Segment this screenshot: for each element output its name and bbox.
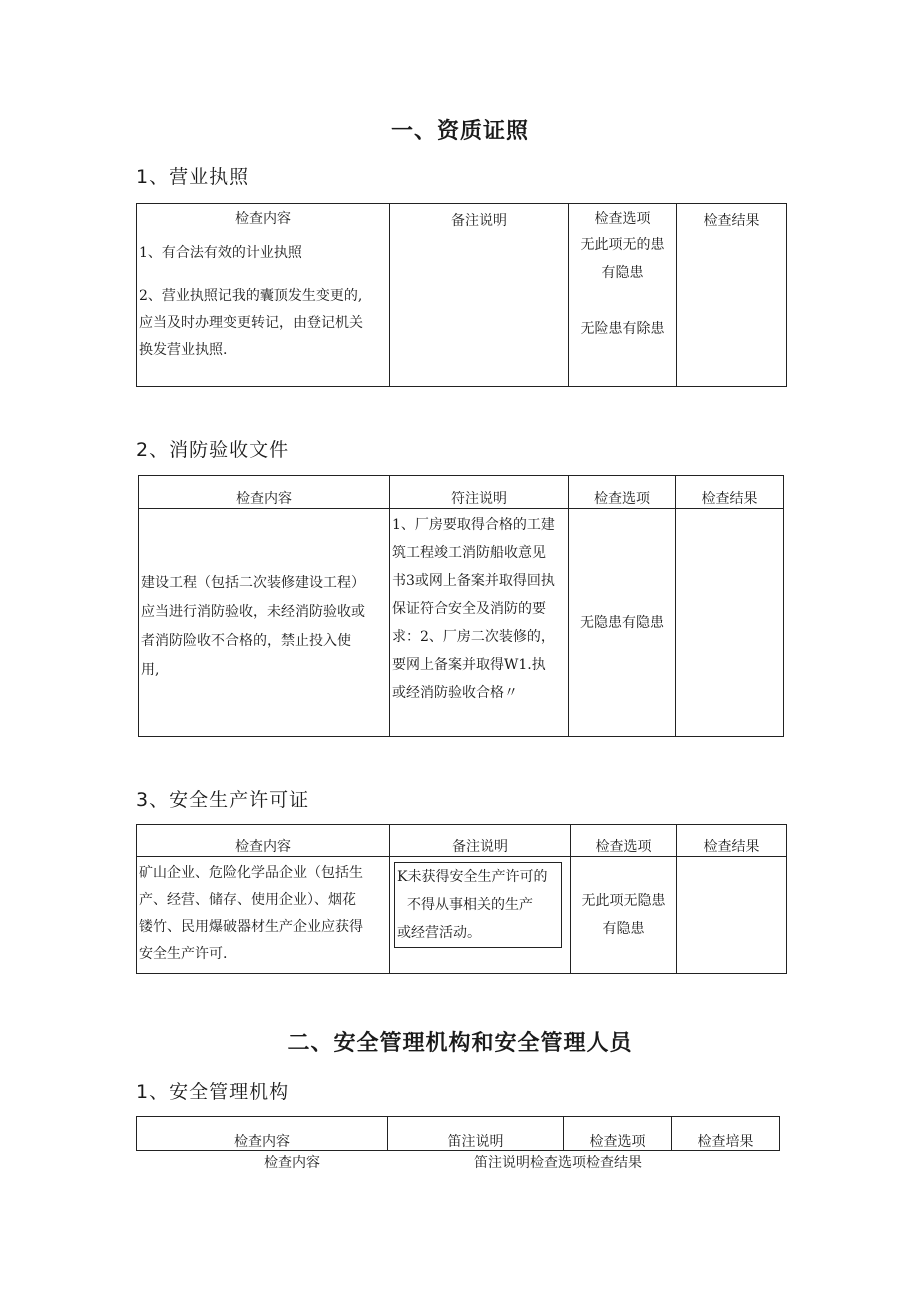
content-cell [137, 857, 390, 974]
header-content: 检查内容 [139, 476, 390, 509]
option-line: 无险患有除患 [580, 321, 665, 337]
subsection-fire-acceptance-title: 2、消防验收文件 [136, 439, 290, 461]
note-line: 或经营活动。 [397, 925, 481, 941]
note-line: 或经消防验收合格〃 [392, 685, 518, 701]
header-option: 检查选项 [564, 1117, 672, 1151]
option-line: 无此项无隐患 [581, 893, 666, 909]
subsection-safety-org-title: 1、安全管理机构 [136, 1081, 290, 1103]
fire-acceptance-table [138, 475, 784, 737]
section-2-title: 二、安全管理机构和安全管理人员 [287, 1031, 633, 1056]
content-line: 产、经营、储存、使用企业）、烟花 [139, 892, 356, 908]
footer-columns-label: 笛注说明检查选项检查结果 [474, 1155, 642, 1171]
content-line: 建设工程（包括二次装修建设工程） [141, 575, 365, 591]
note-cell [390, 204, 569, 387]
option-cell [569, 204, 677, 387]
header-content: 检查内容 [137, 1117, 388, 1151]
header-note: 笛注说明 [388, 1117, 564, 1151]
subsection-business-license-title: 1、营业执照 [136, 166, 250, 188]
content-line: 镂竹、民用爆破器材生产企业应获得 [139, 919, 363, 935]
note-cell [390, 509, 569, 737]
content-line: 用, [141, 662, 160, 678]
header-note: 备注说明 [390, 825, 571, 857]
note-line: 书3或网上备案并取得回执 [392, 573, 555, 589]
header-option: 检查选项 [571, 825, 677, 857]
option-cell [571, 857, 677, 974]
option-line: 有隐患 [602, 921, 645, 937]
note-line: 不得从事相关的生产 [407, 897, 533, 913]
content-line: 换发营业执照. [139, 342, 228, 358]
content-line: 应当进行消防验收，未经消防验收或 [141, 604, 365, 620]
content-line: 1、有合法有效的计业执照 [139, 245, 302, 261]
business-license-table [136, 203, 787, 387]
header-result: 检查结果 [676, 476, 784, 509]
note-cell [390, 857, 571, 974]
header-result: 检查培果 [672, 1117, 780, 1151]
content-line: 2、营业执照记我的囊顶发生变更的, [139, 288, 363, 304]
content-line: 安全生产许可. [139, 946, 228, 962]
header-content: 检查内容 [137, 825, 390, 857]
option-line: 无此项无的患 [580, 237, 665, 253]
content-line: 者消防险收不合格的，禁止投入使 [141, 633, 351, 649]
option-cell: 无隐患有隐患 [569, 509, 676, 737]
header-content: 检查内容 [235, 211, 291, 227]
result-cell [677, 204, 787, 387]
note-line: 要网上备案并取得W1.执 [392, 657, 546, 673]
note-line: 1、厂房要取得合格的工建 [392, 517, 555, 533]
header-note: 备注说明 [451, 213, 507, 229]
header-note: 符注说明 [390, 476, 569, 509]
section-1-title: 一、资质证照 [390, 119, 529, 144]
footer-content-label: 检查内容 [264, 1155, 320, 1171]
subsection-production-license-title: 3、安全生产许可证 [136, 789, 310, 811]
result-cell [676, 509, 784, 737]
option-line: 有隐患 [601, 265, 644, 281]
safety-org-table [136, 1116, 780, 1151]
note-line: 求：2、厂房二次装修的， [392, 629, 555, 645]
header-result: 检查结果 [703, 213, 760, 229]
note-line: 保证符合安全及消防的要 [392, 601, 546, 617]
content-line: 矿山企业、危险化学品企业（包括生 [139, 865, 363, 881]
note-line: 筑工程竣工消防船收意见 [392, 545, 546, 561]
content-line: 应当及时办理变更转记，由登记机关 [139, 315, 363, 331]
result-cell [677, 857, 787, 974]
production-license-table [136, 824, 787, 974]
header-option: 检查选项 [594, 211, 651, 227]
note-line: K未获得安全生产许可的 [397, 869, 548, 885]
header-option: 检查选项 [569, 476, 676, 509]
header-result: 检查结果 [677, 825, 787, 857]
content-cell [137, 204, 390, 387]
content-cell [139, 509, 390, 737]
